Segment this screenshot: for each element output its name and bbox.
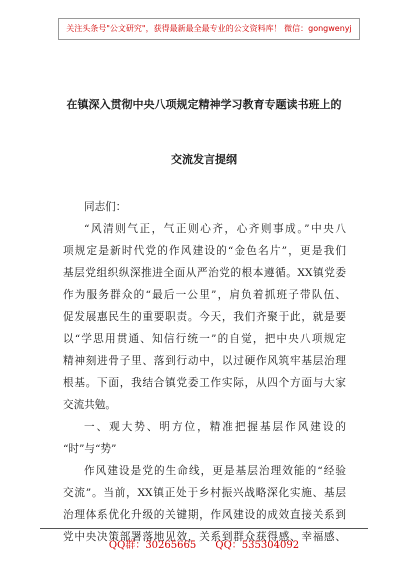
footer-qq: QQ：535304092 bbox=[215, 540, 300, 551]
document-subtitle: 交流发言提纲 bbox=[171, 153, 237, 166]
footer-divider bbox=[40, 528, 368, 529]
body-line: 基层党组织纵深推进全面从严治党的根本遵循。XX镇党委 bbox=[63, 267, 346, 279]
body-line: 党中央决策部署落地见效，关系到群众获得感、幸福感、 bbox=[63, 531, 346, 543]
footer bbox=[0, 536, 408, 551]
body-line: 以“学思用贯通、知信行统一”的自觉，把中央八项规定 bbox=[63, 333, 346, 345]
document-body bbox=[63, 196, 346, 548]
header-banner bbox=[58, 18, 360, 40]
body-line: 交流共勉。 bbox=[63, 399, 116, 411]
footer-qq-group: QQ群：30265665 bbox=[108, 540, 197, 551]
body-line: 精神刻进骨子里、落到行动中，以过硬作风筑牢基层治理 bbox=[63, 355, 346, 367]
banner-text: 关注头条号"公文研究"，获得最新最全最专业的公文资料库！ 微信：gongwenyj bbox=[66, 24, 352, 33]
section-heading: 一、观大势、明方位，精准把握基层作风建设的 bbox=[84, 421, 346, 433]
body-line: 交流”。当前，XX镇正处于乡村振兴战略深化实施、基层 bbox=[63, 487, 346, 499]
body-line: 作为服务群众的“最后一公里”，肩负着抓班子带队伍、 bbox=[63, 289, 346, 301]
body-line: 项规定是新时代党的作风建设的“金色名片”，更是我们 bbox=[63, 245, 346, 257]
body-line: 促发展惠民生的重要职责。今天，我们齐聚于此，就是要 bbox=[63, 311, 346, 323]
body-line: 治理体系优化升级的关键期，作风建设的成效直接关系到 bbox=[63, 509, 346, 521]
body-line: 根基。下面，我结合镇党委工作实际，从四个方面与大家 bbox=[63, 377, 346, 389]
document-title: 在镇深入贯彻中央八项规定精神学习教育专题读书班上的 bbox=[66, 98, 342, 111]
body-line: “风清则气正，气正则心齐，心齐则事成。”中央八 bbox=[84, 223, 346, 235]
salutation: 同志们： bbox=[84, 201, 127, 213]
section-heading: “时”与“势” bbox=[63, 443, 117, 455]
body-line: 作风建设是党的生命线，更是基层治理效能的“经验 bbox=[84, 465, 346, 477]
